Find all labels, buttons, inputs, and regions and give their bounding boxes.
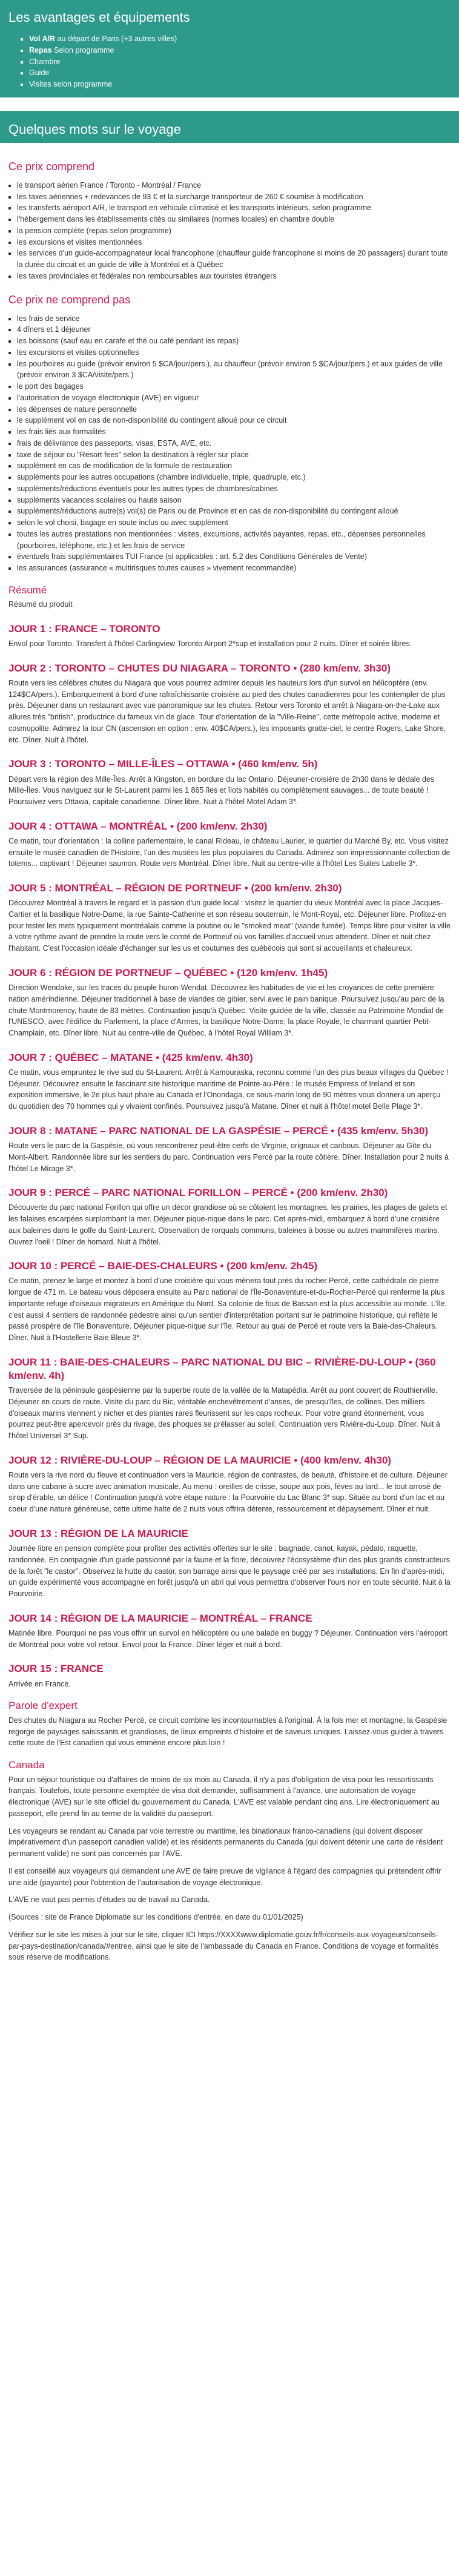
day-title: JOUR 9 : PERCÉ – PARC NATIONAL FORILLON – PERCÉ • (200 km/env. 2h30) xyxy=(8,1187,388,1199)
day-title: JOUR 8 : MATANE – PARC NATIONAL DE LA GASPÉSIE – PERCÉ • (435 km/env. 5h30) xyxy=(8,1125,429,1137)
not-included-item: ▪ l'autorisation de voyage électronique (AVE) en vigueur xyxy=(17,392,451,404)
day-text: Route vers les célèbres chutes du Niagara que vous pourrez admirer depuis les hauteurs lors d'un survol en hélicoptère (env. 124$CA/pers.). Embarquement à bord d'une rafraîchissante croisière au pied des chutes canadiennes pour les contempler de plus près. Déjeuner dans un restaurant avec vue panoramique sur les chutes. Retour vers Toronto et arrêt à Niagara-on-the-Lake aux allures très "british", productrice du fameux vin de glace. Tour d'orientation de la "Ville-Reine", cette métropole active, moderne et cosmopolite. Admirez la tour CN (ascension en option : env. 40$CA/pers.), les imposants gratte-ciel, le centre Rogers, Lake Shore, etc. Dîner. Nuit à l'hôtel. xyxy=(8,678,446,744)
included-item: ▪ les taxes aériennes + redevances de 93 € et la surcharge transporteur de 260 € soumise à modification xyxy=(17,191,451,203)
advantage-item xyxy=(29,45,451,56)
day-title: JOUR 13 : RÉGION DE LA MAURICIE xyxy=(8,1527,188,1539)
included-item: ▪ le transport aérien France / Toronto - Montréal / France xyxy=(17,180,451,191)
canada-paragraph: Les voyageurs se rendant au Canada par voie terrestre ou maritime, les binationaux franco-canadiens (qui doivent disposer impérativement d'un passeport canadien valide) et les résidents permanents du Canada (qui doivent détenir une carte de résident permanent valide) ne sont pas concernés par l'AVE. xyxy=(8,1826,443,1858)
not-included-item: ▪ toutes les autres prestations non mentionnées : visites, excursions, activités payantes, repas, etc., dépenses personnelles (pourboires, téléphone, etc.) et les frais de service xyxy=(17,529,451,552)
day-title: JOUR 5 : MONTRÉAL – RÉGION DE PORTNEUF • (200 km/env. 2h30) xyxy=(8,882,342,894)
not-included-item: ▪ selon le vol choisi, bagage en soute inclus ou avec supplément xyxy=(17,517,451,529)
section-header xyxy=(0,111,459,143)
canada-paragraph: Il est conseillé aux voyageurs qui demandent une AVE de faire preuve de vigilance à l'égard des compagnies qui prétendent offrir une aide (payante) pour l'obtention de l'autorisation de voyage électronique. xyxy=(8,1866,441,1887)
day-text: Ce matin, prenez le large et montez à bord d'une croisière qui vous mènera tout près du rocher Percé, cette cathédrale de pierre longue de 471 m. Le bateau vous déposera ensuite au Parc national de l'Île-Bonaventure-et-du-Rocher-Percé qui renferme la plus importante refuge d'oiseaux migrateurs en Amérique du Nord. Sa colonie de fous de Bassan est la plus accessible au monde. L'île, c'est aussi 4 sentiers de randonnée pédestre ainsi qu'un sentier d'interprétation portant sur le patrimoine historique, qui reflète le passé prospère de l'île Bonaventure. Déjeuner pique-nique sur l'île. Retour au quai de Percé et route vers la Baie-des-Chaleurs. Dîner. Nuit à l'Hostellerie Baie Bleue 3*. xyxy=(8,1276,447,1342)
day-text: Découverte du parc national Forillon qui offre un décor grandiose où se côtoient les montagnes, les prairies, les plages de galets et les falaises escarpées surplombant la mer. Déjeuner pique-nique dans le parc. Cet après-midi, embarquez à bord d'une croisière aux baleines dans le golfe du Saint-Laurent. Observation de rorquals communs, baleines à bosse ou autres mammifères marins. Ouvrez l'oeil ! Dîner de homard. Nuit à l'hôtel. xyxy=(8,1203,447,1246)
day-block xyxy=(8,1612,451,1651)
day-block xyxy=(8,820,451,870)
advantage-item-text: Chambre xyxy=(29,57,61,66)
trip-content xyxy=(0,143,459,1981)
not-included-item: ▪ les dépenses de nature personnelle xyxy=(17,404,451,415)
day-block xyxy=(8,1051,451,1112)
advantage-item-text: Selon programme xyxy=(51,45,114,54)
advantage-item-text: Guide xyxy=(29,68,50,78)
day-block xyxy=(8,1356,451,1442)
not-included-item: ▪ suppléments vacances scolaires ou haute saison xyxy=(17,495,451,506)
canada-paragraph: Vérifiez sur le site les mises à jour sur le site, cliquer ICI https://XXXXwww.diplomatie.gouv.fr/fr/conseils-aux-voyageurs/conseils-par-pays-destination/canada/#entree, ainsi que le site de l'ambassade du Canada en France. Conditions de voyage et formalités sous réserve de modifications. xyxy=(8,1930,439,1962)
itinerary xyxy=(8,623,451,1689)
day-text: Arrivée en France. xyxy=(8,1679,71,1688)
day-title: JOUR 14 : RÉGION DE LA MAURICIE – MONTRÉAL – FRANCE xyxy=(8,1612,312,1624)
day-title: JOUR 4 : OTTAWA – MONTRÉAL • (200 km/env. 2h30) xyxy=(8,820,268,832)
advantage-item-text: Visites selon programme xyxy=(29,80,113,88)
day-text: Ce matin, vous empruntez le rive sud du St-Laurent. Arrêt à Kamouraska, reconnu comme l'un des plus beaux villages du Québec ! Déjeuner. Découvrez ensuite le fascinant site historique maritime de Pointe-au-Père : le musée Empress of Ireland et son exposition immersive, le 2e plus haut phare au Canada et l'Onondaga, ce sous-marin long de 90 mètres vous donnera un aperçu du quotidien des 70 hommes qui y vivaient confinés. Poursuivez jusqu'à Matane. Dîner et nuit à l'hôtel motel Belle Plage 3*. xyxy=(8,1068,449,1111)
advantages-title: Les avantages et équipements xyxy=(8,10,190,25)
advantage-item-bold: Repas xyxy=(29,45,52,54)
included-item: ▪ les excursions et visites mentionnées xyxy=(17,237,451,248)
canada-title: Canada xyxy=(8,1759,45,1771)
included-item: ▪ les taxes provinciales et fédérales non remboursables aux touristes étrangers xyxy=(17,271,451,282)
day-block xyxy=(8,966,451,1039)
day-title: JOUR 11 : BAIE-DES-CHALEURS – PARC NATIONAL DU BIC – RIVIÈRE-DU-LOUP • (360 km/env. 4h) xyxy=(8,1356,436,1382)
summary-title: Résumé xyxy=(8,584,47,596)
day-block xyxy=(8,1125,451,1174)
included-item: ▪ les services d'un guide-accompagnateur local francophone (chauffeur guide francophone si moins de 20 passagers) durant toute la durée du circuit et un guide de ville à Montréal et à Québec xyxy=(17,248,451,271)
section-title: Quelques mots sur le voyage xyxy=(8,121,181,137)
not-included-item: ▪ les frais de service xyxy=(17,313,451,325)
day-block xyxy=(8,1527,451,1600)
advantage-item-bold: Vol A/R xyxy=(29,35,56,43)
day-block xyxy=(8,662,451,746)
canada-paragraph: (Sources : site de France Diplomatie sur les conditions d'entrée, en date du 01/01/2025) xyxy=(8,1913,303,1921)
canada-info xyxy=(8,1774,451,1964)
day-text: Journée libre en pension complète pour profiter des activités offertes sur le site : baignade, canot, kayak, pédalo, raquette, randonnée. En compagnie d'un guide passionné par la faune et la flore, découvrez l'écosystème d'un des plus grands constructeurs de la forêt "le castor". Observez la hutte du castor, son barrage ainsi que le paysage créé par ses installations. En fin d'après-midi, un guide expérimenté vous accompagne en forêt jusqu'à un abri qui vous permettra d'observer l'ours noir en toute sécurité. Nuit à la Pourvoirie. xyxy=(8,1544,451,1599)
day-text: Matinée libre. Pourquoi ne pas vous offrir un survol en hélicoptère ou une balade en buggy ? Déjeuner. Continuation vers l'aéroport de Montréal pour votre vol retour. Envol pour la France. Dîner léger et nuit à bord. xyxy=(8,1628,447,1649)
expert-title: Parole d'expert xyxy=(8,1700,78,1712)
day-text: Route vers la rive nord du fleuve et continuation vers la Mauricie, région de contrastes, de beauté, d'histoire et de culture. Déjeuner dans une cabane à sucre avec animation musicale. Au menu : oreilles de crisse, soupe aux pois, fèves au lard... le tout arrosé de sirop d'érable, un délice ! Continuation jusqu'à votre étape nature : la Pourvoirie du Lac Blanc 3* sup. Située au bord d'un lac et au coeur d'une nature généreuse, cette ultime halte de 2 nuits vous offrira détente, ressourcement et dépaysement. Dîner et nuit. xyxy=(8,1470,448,1514)
day-text: Envol pour Toronto. Transfert à l'hôtel Carlingview Toronto Airport 2*sup et installation pour 2 nuits. Dîner et soirée libres. xyxy=(8,639,412,649)
day-block xyxy=(8,623,451,650)
not-included-item: ▪ frais de délivrance des passeports, visas, ESTA, AVE, etc. xyxy=(17,438,451,449)
not-included-item: ▪ les boissons (sauf eau en carafe et thé ou café pendant les repas) xyxy=(17,335,451,347)
included-item: ▪ l'hébergement dans les établissements cités ou similaires (normes locales) en chambre double xyxy=(17,214,451,225)
not-included-item: ▪ suppléments/réductions autre(s) vol(s) de Paris ou de Province et en cas de non-disponibilité du contingent alloué xyxy=(17,506,451,517)
not-included-item: ▪ les pourboires au guide (prévoir environ 5 $CA/jour/pers.), au chauffeur (prévoir environ 5 $CA/jour/pers.) et aux guides de ville (prévoir environ 3 $CA/visite/pers.) xyxy=(17,358,451,381)
not-included-item: ▪ le port des bagages xyxy=(17,381,451,392)
advantage-item xyxy=(29,56,451,68)
day-title: JOUR 2 : TORONTO – CHUTES DU NIAGARA – TORONTO • (280 km/env. 3h30) xyxy=(8,662,391,674)
not-included-item: ▪ suppléments/réductions éventuels pour les autres types de chambres/cabines xyxy=(17,483,451,495)
day-title: JOUR 6 : RÉGION DE PORTNEUF – QUÉBEC • (120 km/env. 1h45) xyxy=(8,966,328,979)
advantages-panel xyxy=(0,0,459,97)
not-included-item: ▪ les assurances (assurance « multirisques toutes causes » vivement recommandée) xyxy=(17,563,451,574)
advantage-item xyxy=(29,67,451,79)
included-list xyxy=(8,180,451,282)
day-title: JOUR 10 : PERCÉ – BAIE-DES-CHALEURS • (200 km/env. 2h45) xyxy=(8,1260,318,1272)
not-included-item: ▪ éventuels frais supplémentaires TUI France (si applicables : art. 5.2 des Conditions Générales de Vente) xyxy=(17,551,451,563)
not-included-item: ▪ taxe de séjour ou "Resort fees" selon la destination à régler sur place xyxy=(17,449,451,461)
day-block xyxy=(8,882,451,954)
not-included-item: ▪ les excursions et visites optionnelles xyxy=(17,347,451,358)
day-text: Direction Wendake, sur les traces du peuple huron-Wendat. Découvrez les habitudes de vie et les croyances de cette première nation amérindienne. Déjeuner traditionnel à base de viandes de gibier, servi avec le pain banique. Poursuivez jusqu'au parc de la chute Montmorency, haute de 83 mètres. Continuation jusqu'à Québec. Visite guidée de la ville, classée au Patrimoine Mondial de l'UNESCO, avec l'édifice du Parlement, la place d'Armes, la basilique Notre-Dame, la place Royale, le charmant quartier Petit-Champlain, etc. Dîner libre. Nuit au centre-ville de Québec, à l'hôtel Royal William 3*. xyxy=(8,983,444,1038)
not-included-item: ▪ le supplément vol en cas de non-disponibilité du contingent alloué pour ce circuit xyxy=(17,415,451,426)
canada-paragraph: L'AVE ne vaut pas permis d'études ou de travail au Canada. xyxy=(8,1895,210,1904)
included-item: ▪ la pension complète (repas selon programme) xyxy=(17,225,451,237)
day-block xyxy=(8,758,451,807)
not-included-item: ▪ supplément en cas de modification de la formule de restauration xyxy=(17,460,451,472)
day-block xyxy=(8,1186,451,1247)
day-block xyxy=(8,1662,451,1689)
summary-subtitle: Résumé du produit xyxy=(8,600,73,609)
advantages-list xyxy=(8,33,451,90)
included-item: ▪ les transferts aéroport A/R, le transport en véhicule climatisé et les transports intérieurs, selon programme xyxy=(17,202,451,214)
advantage-item-text: au départ de Paris (+3 autres villes) xyxy=(55,35,177,43)
expert-text: Des chutes du Niagara au Rocher Percé, ce circuit combine les incontournables à l'original. À la fois mer et montagne, la Gaspésie regorge de paysages saisissants et grandioses, de lieux empreints d'histoire et de saveurs uniques. Laissez-vous guider à travers cette route de l'Est canadien qui vous emmène encore plus loin ! xyxy=(8,1716,447,1748)
day-title: JOUR 3 : TORONTO – MILLE-ÎLES – OTTAWA • (460 km/env. 5h) xyxy=(8,758,318,770)
advantage-item xyxy=(29,33,451,45)
not-included-list xyxy=(8,313,451,574)
not-included-title: Ce prix ne comprend pas xyxy=(8,293,131,306)
day-text: Départ vers la région des Mille-Îles. Arrêt à Kingston, en bordure du lac Ontario. Déjeuner-croisière de 2h30 dans le dédale des Mille-Îles. Vous naviguez sur le St-Laurent parmi les 1 865 îles et îlots habités ou complètement sauvages... de toute beauté ! Poursuivez vers Ottawa, capitale canadienne. Dîner libre. Nuit à l'hôtel Motel Adam 3*. xyxy=(8,774,435,807)
day-title: JOUR 15 : FRANCE xyxy=(8,1663,104,1675)
day-block xyxy=(8,1260,451,1344)
day-block xyxy=(8,1454,451,1515)
not-included-item: ▪ les frais liés aux formalités xyxy=(17,426,451,438)
day-title: JOUR 1 : FRANCE – TORONTO xyxy=(8,623,160,635)
day-title: JOUR 7 : QUÉBEC – MATANE • (425 km/env. 4h30) xyxy=(8,1051,253,1063)
day-text: Découvrez Montréal à travers le regard et la passion d'un guide local : visitez le quartier du vieux Montréal avec la place Jacques-Cartier et la basilique Notre-Dame, la rue Sainte-Catherine et son réseau souterrain, le Mont-Royal, etc. Déjeuner libre. Profitez-en pour tester les mets typiquement montréalais comme la poutine ou le "smoked meat" (viande fumée). Temps libre pour visiter la ville à votre rythme avant de prendre la route vers le comté de Portneuf où vos familles d'accueil vous attendent. Dîner et nuit chez l'habitant. C'est l'occasion idéale d'échanger sur les us et coutumes des québécois qui sont si accueillants et chaleureux. xyxy=(8,899,451,953)
day-text: Route vers le parc de la Gaspésie, où vous rencontrerez peut-être cerfs de Virginie, orignaux et caribous. Déjeuner au Gîte du Mont-Albert. Randonnée libre sur les sentiers du parc. Continuation vers Percé par la route côtière. Dîner. Installation pour 2 nuits à l'hôtel Le Mirage 3*. xyxy=(8,1141,449,1173)
not-included-item: ▪ suppléments pour les autres occupations (chambre individuelle, triple, quadruple, etc.) xyxy=(17,472,451,483)
not-included-item: ▪ 4 dîners et 1 déjeuner xyxy=(17,324,451,335)
included-title: Ce prix comprend xyxy=(8,160,95,173)
canada-paragraph: Pour un séjour touristique ou d'affaires de moins de six mois au Canada, il n'y a pas d'obligation de visa pour les ressortissants français. Toutefois, toute personne exemptée de visa doit demander, suffisamment à l'avance, une autorisation de voyage électronique (AVE) sur le site officiel du gouvernement du Canada. L'AVE est valable pendant cinq ans. Lire électroniquement au passeport, elle prend fin au terme de la validité du passeport. xyxy=(8,1775,440,1818)
advantage-item xyxy=(29,79,451,90)
day-title: JOUR 12 : RIVIÈRE-DU-LOUP – RÉGION DE LA MAURICIE • (400 km/env. 4h30) xyxy=(8,1454,391,1466)
day-text: Ce matin, tour d'orientation : la colline parlementaire, le canal Rideau, le château Laurier, le quartier du Marché By, etc. Vous visitez ensuite le musée canadien de l'Histoire, l'un des musées les plus populaires du Canada. Admirez son impressionnante collection de totems... captivant ! Déjeuner saumon. Route vers Montréal. Dîner libre. Nuit au centre-ville à l'hôtel Les Suites Labelle 3*. xyxy=(8,836,451,868)
day-text: Traversée de la péninsule gaspésienne par la superbe route de la vallée de la Matapédia. Arrêt au pont couvert de Routhierville. Déjeuner en cours de route. Visite du parc du Bic, véritable enchevêtrement d'anses, de presqu'îles, de collines. Des milliers d'oiseaux marins viennent y nicher et des plantes rares fleurissent sur les caps rocheux. Pour votre grand étonnement, vous pourrez peut-être apercevoir près du rivage, des phoques se prélasser au soleil. Continuation vers Rivière-du-Loup. Dîner. Nuit à l'hôtel Universel 3* Sup. xyxy=(8,1386,440,1441)
